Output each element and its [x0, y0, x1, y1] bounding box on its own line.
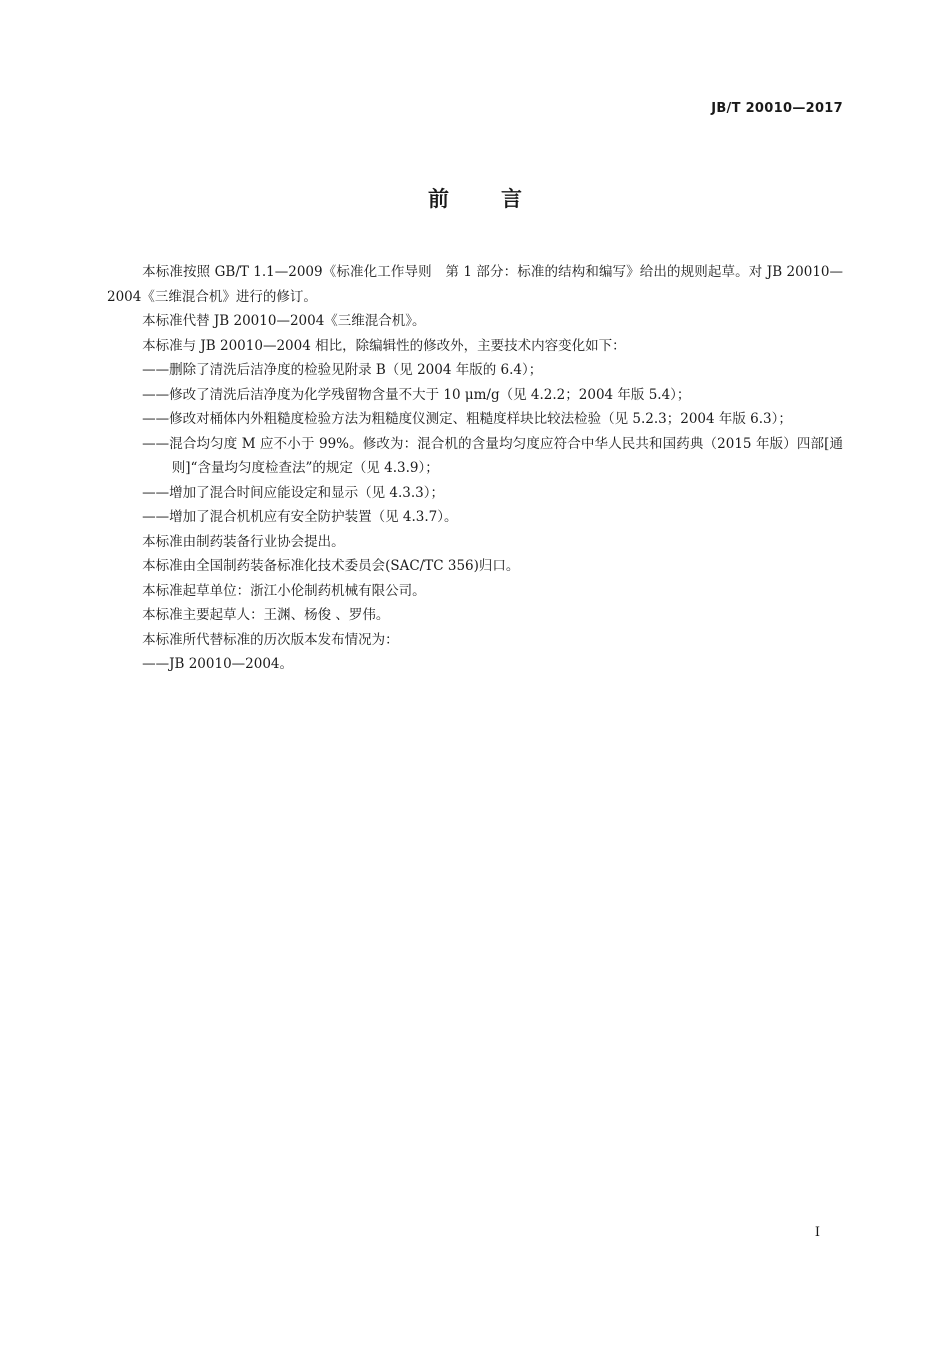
page-title — [0, 183, 950, 213]
paragraph-changes-intro: 本标准与 JB 20010—2004 相比，除编辑性的修改外，主要技术内容变化如下： — [142, 337, 626, 354]
foreword-body — [107, 260, 843, 677]
title-char-1: 前 — [428, 187, 449, 211]
standard-code: JB/T 20010—2017 — [711, 101, 843, 116]
paragraph-proposed-by: 本标准由制药装备行业协会提出。 — [142, 533, 345, 550]
paragraph-drafters: 本标准主要起草人：王渊、杨俊 、罗伟。 — [142, 607, 390, 623]
page-number: I — [814, 1225, 820, 1240]
change-item: ——修改了清洗后洁净度为化学残留物含量不大于 10 μm/g（见 4.2.2；2004 年版 5.4）； — [142, 386, 691, 403]
paragraph-history-intro: 本标准所代替标准的历次版本发布情况为： — [142, 631, 399, 648]
paragraph-drafting-rules: 本标准按照 GB/T 1.1—2009《标准化工作导则 第 1 部分：标准的结构和编写》给出的规则起草。对 JB 20010—2004《三维混合机》进行的修订。 — [107, 264, 843, 305]
change-item: ——增加了混合机机应有安全防护装置（见 4.3.7）。 — [142, 509, 458, 525]
change-item: ——删除了清洗后洁净度的检验见附录 B（见 2004 年版的 6.4）； — [142, 362, 543, 378]
history-item: ——JB 20010—2004。 — [142, 656, 294, 672]
paragraph-centralized-by: 本标准由全国制药装备标准化技术委员会(SAC/TC 356)归口。 — [142, 558, 520, 574]
change-item: ——修改对桶体内外粗糙度检验方法为粗糙度仪测定、粗糙度样块比较法检验（见 5.2.3；2004 年版 6.3）； — [142, 411, 792, 427]
paragraph-drafting-unit: 本标准起草单位：浙江小伦制药机械有限公司。 — [142, 582, 426, 599]
change-item: ——增加了混合时间应能设定和显示（见 4.3.3）； — [142, 484, 444, 501]
title-char-2: 言 — [501, 187, 522, 211]
change-item: ——混合均匀度 M 应不小于 99%。修改为：混合机的含量均匀度应符合中华人民共和国药典（2015 年版）四部[通则]“含量均匀度检查法”的规定（见 4.3.9）； — [142, 435, 843, 476]
paragraph-replaces: 本标准代替 JB 20010—2004《三维混合机》。 — [142, 313, 426, 329]
